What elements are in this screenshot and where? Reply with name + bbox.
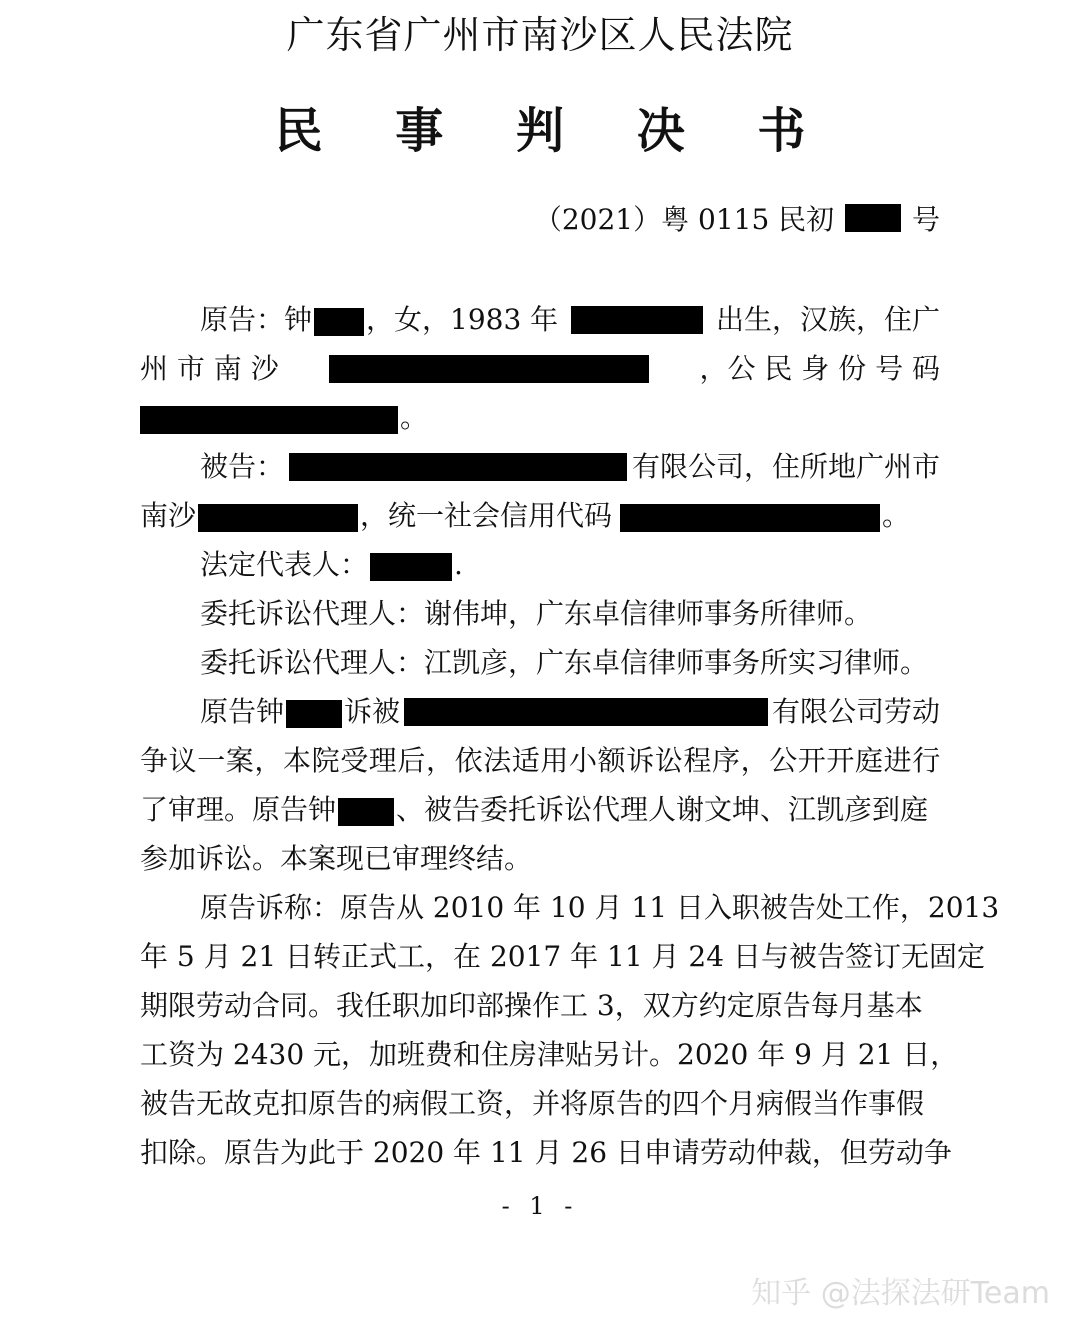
case-number-suffix: 号 bbox=[911, 203, 940, 236]
defendant-credit-code-label: ，统一社会信用代码 bbox=[360, 499, 613, 532]
claims-line-5: 被告无故克扣原告的病假工资，并将原告的四个月病假当作事假 bbox=[140, 1087, 925, 1120]
legal-representative bbox=[200, 545, 940, 585]
procedure-text: 有限公司劳动 bbox=[771, 695, 940, 728]
claims-line-6: 扣除。原告为此于 2020 年 11 月 26 日申请劳动仲裁，但劳动争 bbox=[140, 1136, 952, 1169]
procedure-line-2: 争议一案，本院受理后，依法适用小额诉讼程序，公开开庭进行 bbox=[140, 744, 941, 777]
defendant-line-end: 。 bbox=[882, 499, 911, 532]
redaction-bar bbox=[286, 700, 342, 728]
procedure-text: 、被告委托诉讼代理人谢文坤、江凯彦到庭 bbox=[396, 793, 929, 826]
procedure-line-3 bbox=[140, 790, 940, 830]
redaction-bar bbox=[140, 406, 398, 434]
redaction-bar bbox=[571, 306, 703, 334]
document-title: 民 事 判 决 书 bbox=[274, 103, 834, 159]
claims-line-4: 工资为 2430 元，加班费和住房津贴另计。2020 年 9 月 21 日， bbox=[140, 1038, 959, 1071]
defendant-company-address: 有限公司，住所地广州市 bbox=[631, 450, 940, 483]
defendant-address-start: 南沙 bbox=[140, 499, 197, 532]
agent-line-1: 委托诉讼代理人：谢伟坤，广东卓信律师事务所律师。 bbox=[200, 597, 873, 630]
redaction-bar bbox=[338, 798, 394, 826]
procedure-text: 了审理。原告钟 bbox=[140, 793, 337, 826]
redaction-bar bbox=[370, 553, 452, 581]
defendant-label: 被告： bbox=[200, 450, 285, 483]
claims-line-1: 原告诉称：原告从 2010 年 10 月 11 日入职被告处工作，2013 bbox=[200, 891, 1000, 924]
plaintiff-gender-birth: ，女，1983 年 bbox=[366, 303, 559, 336]
claims-line-3: 期限劳动合同。我任职加印部操作工 3，双方约定原告每月基本 bbox=[140, 989, 923, 1022]
redaction-bar bbox=[620, 504, 880, 532]
legal-rep-label: 法定代表人： bbox=[200, 548, 369, 581]
plaintiff-address-start: 州 市 南 沙 bbox=[140, 352, 279, 385]
case-number-prefix: （2021）粤 0115 民初 bbox=[533, 203, 835, 236]
plaintiff-id-label: ，公 民 身 份 号 码 bbox=[699, 352, 940, 385]
procedure-line-4: 参加诉讼。本案现已审理终结。 bbox=[140, 842, 533, 875]
court-name: 广东省广州市南沙区人民法院 bbox=[286, 13, 794, 57]
defendant-line-2 bbox=[140, 496, 940, 536]
plaintiff-line-end: 。 bbox=[400, 401, 429, 434]
redaction-bar bbox=[314, 308, 364, 336]
plaintiff-line-3 bbox=[140, 398, 940, 438]
procedure-text: 诉被 bbox=[344, 695, 401, 728]
plaintiff-label: 原告：钟 bbox=[200, 303, 313, 336]
redaction-bar bbox=[329, 355, 649, 383]
redaction-bar bbox=[845, 204, 901, 232]
redaction-bar bbox=[289, 453, 627, 481]
agent-line-2: 委托诉讼代理人：江凯彦，广东卓信律师事务所实习律师。 bbox=[200, 646, 929, 679]
plaintiff-line-1 bbox=[200, 300, 940, 340]
procedure-text: 原告钟 bbox=[200, 695, 285, 728]
claims-line-2: 年 5 月 21 日转正式工，在 2017 年 11 月 24 日与被告签订无固定 bbox=[140, 940, 985, 973]
defendant-line-1 bbox=[200, 447, 940, 487]
watermark: 知乎 @法探法研Team bbox=[751, 1276, 1050, 1311]
plaintiff-line-2 bbox=[140, 349, 940, 389]
case-number bbox=[534, 198, 940, 238]
procedure-line-1 bbox=[200, 692, 940, 732]
redaction-bar bbox=[404, 698, 768, 726]
legal-rep-end: . bbox=[454, 548, 463, 581]
page-number: - 1 - bbox=[501, 1192, 579, 1220]
redaction-bar bbox=[198, 504, 358, 532]
plaintiff-ethnicity-address: 出生，汉族，住广 bbox=[715, 303, 940, 336]
